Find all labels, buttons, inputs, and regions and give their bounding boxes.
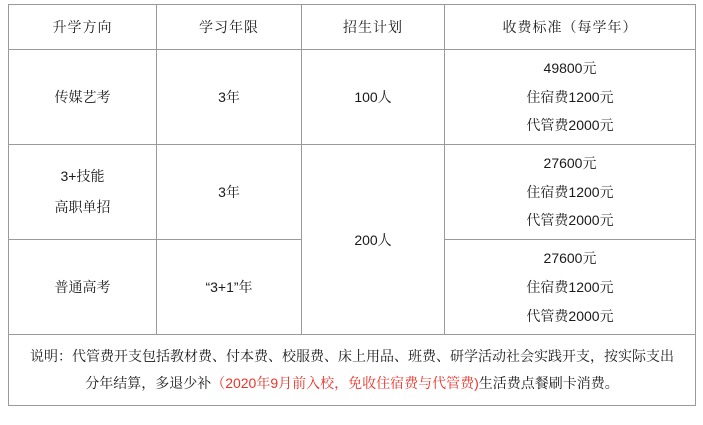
fee-table: [8, 4, 696, 406]
fee-dorm: 住宿费1200元: [526, 183, 614, 200]
note-cell: [9, 335, 696, 406]
cell-direction-media: 传媒艺考: [9, 50, 157, 145]
note-line-1: 说明：代管费开支包括教材费、付本费、校服费、床上用品、班费、研学活动社会实践开支，按实际支出: [30, 347, 674, 364]
note-line-2-prefix: 分年结算，多退少补: [85, 375, 212, 392]
fee-dorm: 住宿费1200元: [526, 278, 614, 295]
cell-plan-media: 100人: [302, 50, 445, 145]
cell-years-skill: 3年: [157, 145, 302, 240]
table-row: [9, 50, 696, 145]
table-row: [9, 145, 696, 240]
header-years: 学习年限: [157, 5, 302, 50]
table-header-row: [9, 5, 696, 50]
fee-manage: 代管费2000元: [526, 117, 614, 134]
note-highlight: （2020年9月前入校，免收住宿费与代管费): [211, 375, 479, 392]
header-direction: 升学方向: [9, 5, 157, 50]
cell-direction-gaokao: 普通高考: [9, 240, 157, 335]
header-plan: 招生计划: [302, 5, 445, 50]
cell-direction-skill: [9, 145, 157, 240]
fee-dorm: 住宿费1200元: [526, 88, 614, 105]
note-line-2: [11, 370, 693, 397]
cell-fees-media: [445, 50, 696, 145]
table-note-row: [9, 335, 696, 406]
cell-fees-skill: [445, 145, 696, 240]
fee-manage: 代管费2000元: [526, 307, 614, 324]
fee-tuition: 27600元: [543, 250, 597, 267]
cell-years-gaokao: “3+1”年: [157, 240, 302, 335]
note-line-2-suffix: 生活费点餐刷卡消费。: [478, 375, 619, 392]
cell-fees-gaokao: [445, 240, 696, 335]
fee-tuition: 49800元: [543, 60, 597, 76]
cell-plan-shared: 200人: [302, 145, 445, 335]
table-header: [9, 5, 696, 50]
table-body: [9, 50, 696, 406]
fee-tuition: 27600元: [543, 155, 597, 172]
header-fees: 收费标准（每学年）: [445, 5, 696, 50]
fee-manage: 代管费2000元: [526, 212, 614, 229]
direction-skill-line2: 高职单招: [54, 199, 111, 216]
cell-years-media: 3年: [157, 50, 302, 145]
fee-standard-document: [0, 4, 703, 425]
direction-skill-line1: 3+技能: [60, 168, 105, 185]
